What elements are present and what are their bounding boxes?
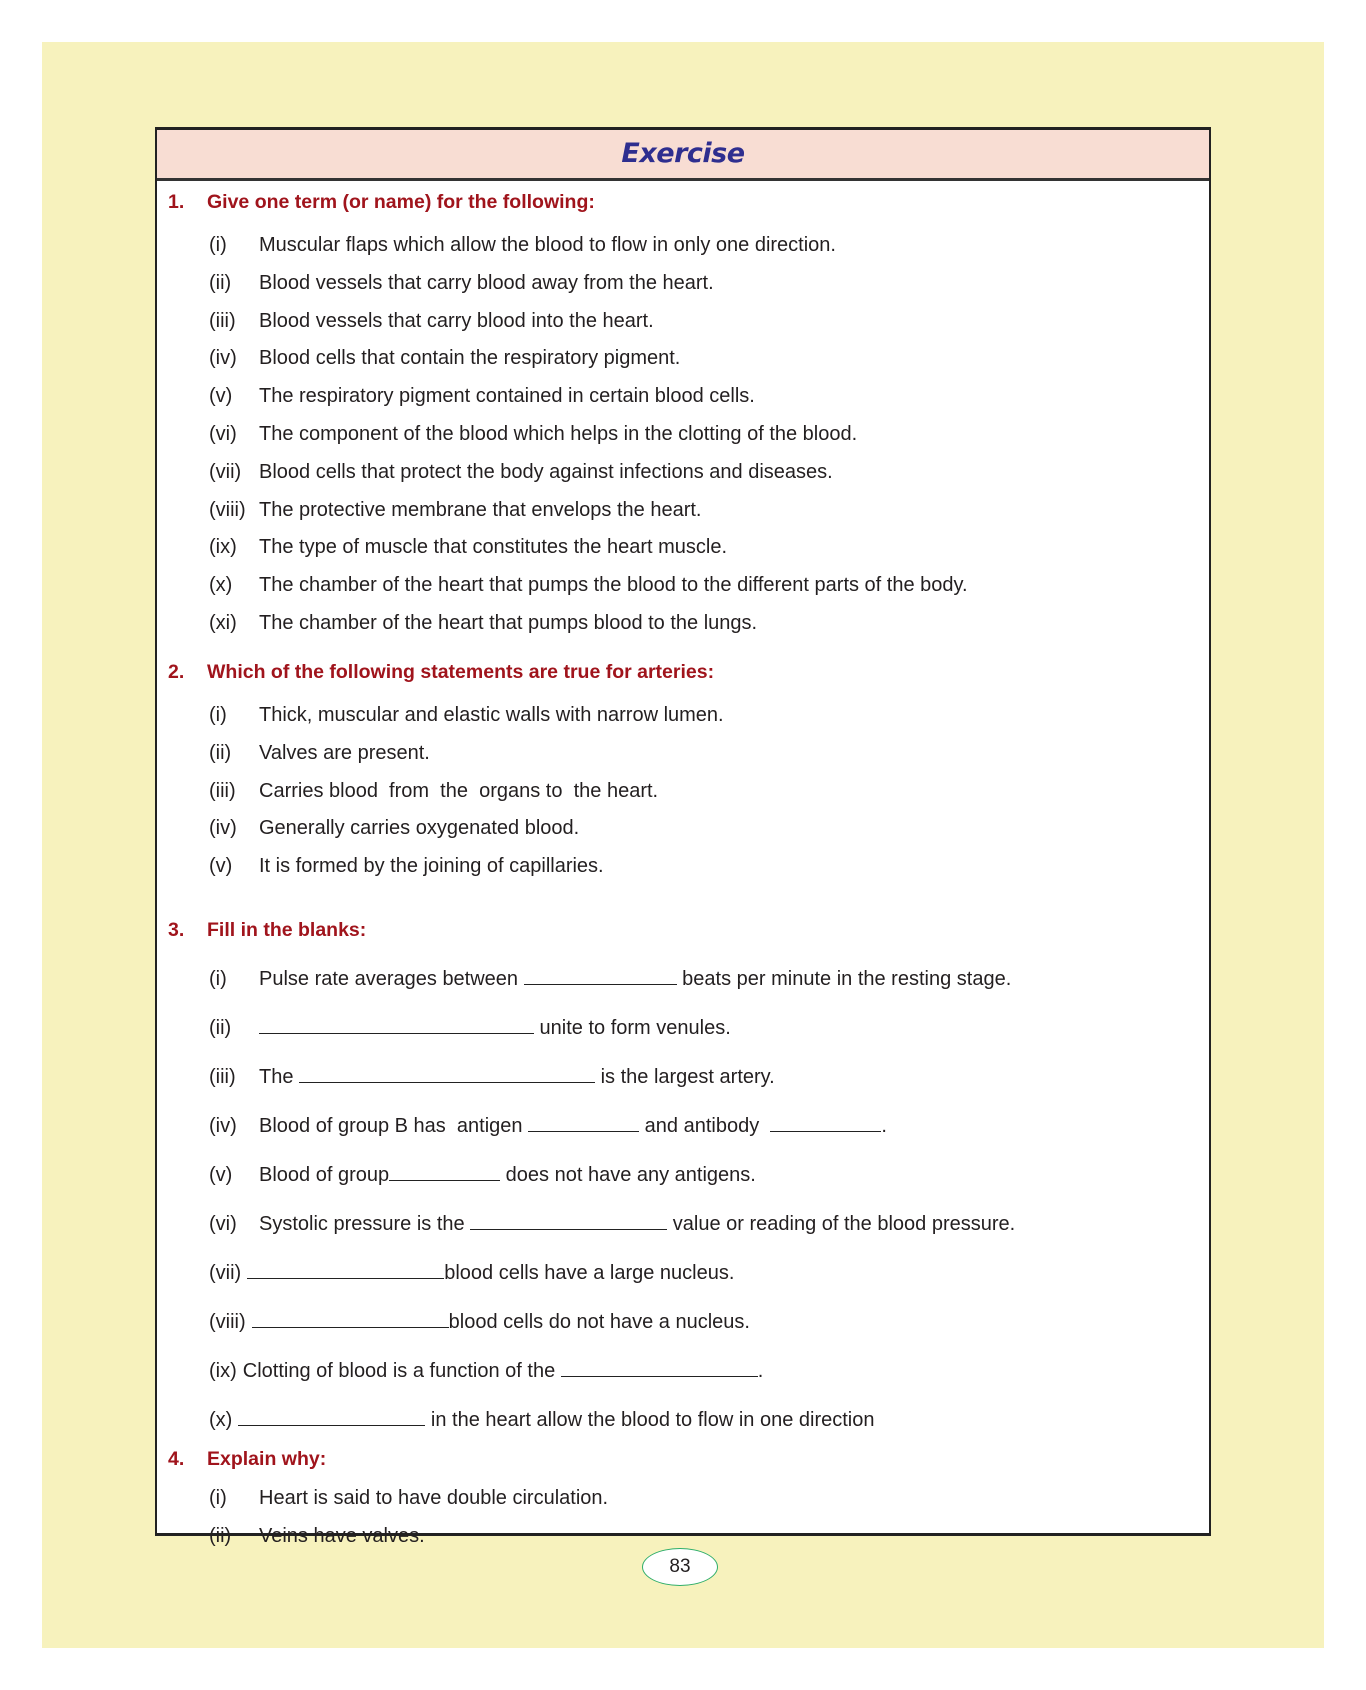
item-text: Pulse rate averages between xyxy=(259,968,524,990)
item-text: Blood of group xyxy=(259,1164,390,1186)
question-text: Give one term (or name) for the following: xyxy=(207,191,595,213)
list-item xyxy=(209,272,714,295)
question-3-heading xyxy=(168,919,366,942)
item-numeral: (i) xyxy=(209,1487,227,1509)
list-item xyxy=(209,817,579,840)
item-text: Generally carries oxygenated blood. xyxy=(259,817,580,840)
fill-blank[interactable] xyxy=(389,1160,500,1181)
list-item xyxy=(209,1258,734,1285)
item-numeral: (vii) xyxy=(209,1262,242,1284)
fill-blank[interactable] xyxy=(561,1356,758,1377)
list-item xyxy=(209,1209,1015,1236)
item-numeral: (vi) xyxy=(209,423,237,445)
item-text: Blood vessels that carry blood away from the heart. xyxy=(259,271,714,294)
fill-blank[interactable] xyxy=(238,1405,425,1426)
item-text: The chamber of the heart that pumps the blood to the different parts of the body. xyxy=(259,574,968,597)
question-text: Which of the following statements are true for arteries: xyxy=(207,661,715,683)
question-4-heading xyxy=(168,1448,326,1471)
list-item xyxy=(209,461,833,484)
item-text: value or reading of the blood pressure. xyxy=(667,1213,1016,1235)
question-number: 3. xyxy=(168,919,185,941)
question-1-heading xyxy=(168,191,595,214)
list-item xyxy=(209,780,658,803)
question-text: Fill in the blanks: xyxy=(207,919,367,941)
item-text: Veins have valves. xyxy=(259,1524,425,1547)
fill-blank[interactable] xyxy=(524,964,677,985)
fill-blank[interactable] xyxy=(247,1258,444,1279)
item-text: The xyxy=(259,1066,300,1088)
item-text: and antibody xyxy=(639,1115,771,1137)
list-item xyxy=(209,1487,608,1510)
item-text: Blood cells that protect the body against infections and diseases. xyxy=(259,460,833,483)
fill-blank[interactable] xyxy=(470,1209,667,1230)
item-text: . xyxy=(881,1115,887,1137)
item-text: Systolic pressure is the xyxy=(259,1213,471,1235)
fill-blank[interactable] xyxy=(299,1062,595,1083)
question-number: 1. xyxy=(168,191,185,213)
item-numeral: (ix) xyxy=(209,1360,237,1382)
fill-blank[interactable] xyxy=(252,1307,449,1328)
item-numeral: (iii) xyxy=(209,1066,236,1088)
item-numeral: (iv) xyxy=(209,817,237,840)
item-text: The component of the blood which helps in the clotting of the blood. xyxy=(259,423,858,445)
item-text: blood cells do not have a nucleus. xyxy=(448,1311,750,1333)
list-item xyxy=(209,347,680,370)
item-numeral: (ii) xyxy=(209,1017,232,1039)
item-text: . xyxy=(757,1360,764,1382)
item-numeral: (ii) xyxy=(209,1524,232,1547)
list-item xyxy=(209,1356,763,1383)
list-item xyxy=(209,742,430,765)
item-numeral: (vi) xyxy=(209,1213,237,1235)
item-text: is the largest artery. xyxy=(595,1066,775,1088)
item-numeral: (i) xyxy=(209,234,227,256)
item-numeral: (ii) xyxy=(209,271,232,294)
item-numeral: (i) xyxy=(209,704,227,726)
question-number: 2. xyxy=(168,661,185,683)
item-text: The type of muscle that constitutes the heart muscle. xyxy=(259,536,728,559)
item-text: Blood of group B has antigen xyxy=(259,1115,529,1137)
list-item xyxy=(209,1013,731,1040)
item-numeral: (iv) xyxy=(209,347,237,370)
list-item xyxy=(209,234,836,257)
question-number: 4. xyxy=(168,1448,185,1470)
list-item xyxy=(209,499,701,522)
list-item xyxy=(209,536,727,559)
list-item xyxy=(209,704,724,727)
exercise-title: Exercise xyxy=(621,138,745,169)
item-text: The respiratory pigment contained in certain blood cells. xyxy=(259,385,755,408)
exercise-box xyxy=(155,127,1211,1547)
item-numeral: (i) xyxy=(209,968,227,990)
list-item xyxy=(209,310,654,333)
item-numeral: (x) xyxy=(209,574,233,597)
item-numeral: (v) xyxy=(209,1164,233,1186)
list-item xyxy=(209,1405,875,1432)
item-numeral: (xi) xyxy=(209,612,237,634)
list-item xyxy=(209,1307,750,1334)
list-item xyxy=(209,1525,425,1548)
item-numeral: (iii) xyxy=(209,779,236,802)
fill-blank[interactable] xyxy=(770,1111,881,1132)
item-text: does not have any antigens. xyxy=(500,1164,756,1186)
list-item xyxy=(209,423,857,446)
item-numeral: (v) xyxy=(209,855,233,878)
fill-blank[interactable] xyxy=(528,1111,639,1132)
list-item xyxy=(209,612,757,635)
item-text: Clotting of blood is a function of the xyxy=(242,1360,561,1382)
list-item xyxy=(209,964,1011,991)
item-text: The protective membrane that envelops the heart. xyxy=(259,498,702,521)
list-item xyxy=(209,1111,887,1138)
list-item xyxy=(209,1160,756,1187)
item-numeral: (x) xyxy=(209,1409,233,1431)
item-text: in the heart allow the blood to flow in one direction xyxy=(425,1409,875,1431)
item-text: The chamber of the heart that pumps blood to the lungs. xyxy=(259,612,758,634)
page-number: 83 xyxy=(642,1548,718,1586)
list-item xyxy=(209,855,604,878)
item-numeral: (ix) xyxy=(209,536,237,559)
item-text: Thick, muscular and elastic walls with narrow lumen. xyxy=(259,704,724,726)
item-text: Blood cells that contain the respiratory pigment. xyxy=(259,347,681,370)
item-text: beats per minute in the resting stage. xyxy=(676,968,1012,990)
exercise-header xyxy=(157,130,1209,181)
item-text: Muscular flaps which allow the blood to flow in only one direction. xyxy=(259,234,836,256)
item-text: Carries blood from the organs to the heart. xyxy=(259,779,659,802)
item-numeral: (iii) xyxy=(209,309,236,332)
fill-blank[interactable] xyxy=(259,1013,534,1034)
item-text: Valves are present. xyxy=(259,741,430,764)
page-background xyxy=(42,42,1324,1648)
item-text: Heart is said to have double circulation. xyxy=(259,1487,609,1509)
item-text: unite to form venules. xyxy=(534,1017,731,1039)
item-text: It is formed by the joining of capillaries. xyxy=(259,855,604,878)
item-numeral: (viii) xyxy=(209,1311,246,1333)
item-numeral: (v) xyxy=(209,385,233,408)
item-text: Blood vessels that carry blood into the heart. xyxy=(259,309,654,332)
question-text: Explain why: xyxy=(207,1448,327,1470)
item-text: blood cells have a large nucleus. xyxy=(444,1262,735,1284)
item-numeral: (iv) xyxy=(209,1115,237,1137)
item-numeral: (ii) xyxy=(209,741,232,764)
list-item xyxy=(209,1062,775,1089)
item-numeral: (viii) xyxy=(209,498,246,521)
list-item xyxy=(209,574,968,597)
list-item xyxy=(209,385,755,408)
question-2-heading xyxy=(168,661,714,684)
item-numeral: (vii) xyxy=(209,460,242,483)
